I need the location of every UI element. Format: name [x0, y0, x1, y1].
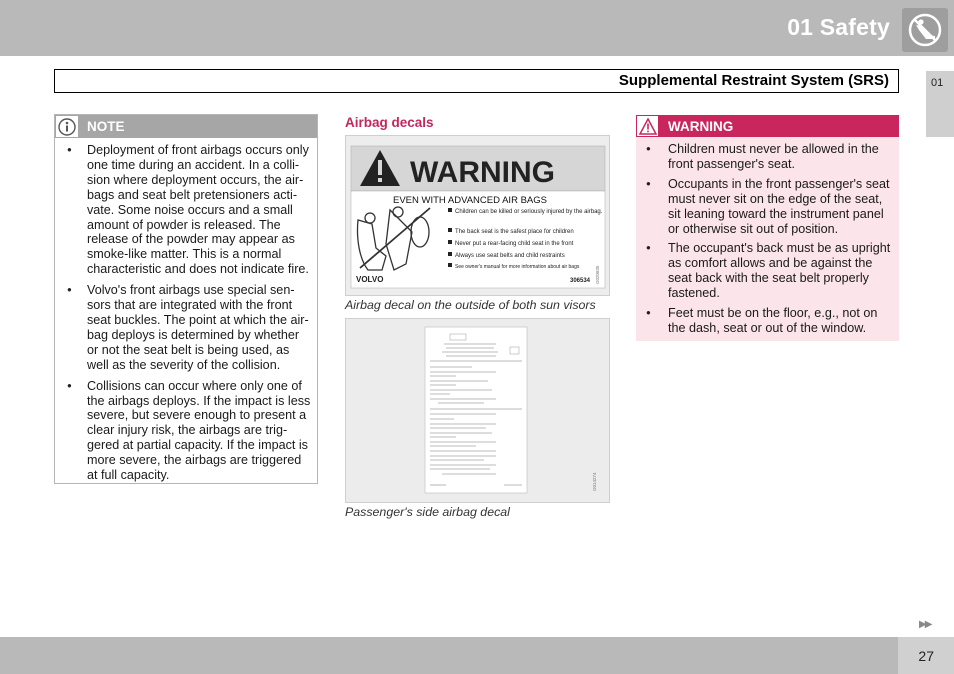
note-label: NOTE	[87, 119, 125, 134]
list-item: ● Volvo's front airbags use special sen- sors that are integrated with the front seat buckles. The point at which the air- bag deploys is determined by whether or not the seat belt is being used, as well as the severity of the collision.	[87, 283, 311, 372]
seat-airbag-icon	[902, 8, 948, 52]
note-box	[54, 114, 318, 484]
top-bar	[0, 0, 954, 56]
list-item: ● Children must never be allowed in the front passenger's seat.	[668, 142, 893, 172]
warning-box	[636, 115, 899, 341]
info-icon	[56, 116, 78, 137]
list-item: ● Feet must be on the floor, e.g., not on the dash, seat or out of the window.	[668, 306, 893, 336]
decal-part-number: 306534	[570, 278, 591, 284]
double-chevron-right-icon[interactable]: ▶▶	[919, 619, 931, 630]
decal-side-code: G020835	[595, 265, 600, 284]
warning-label: WARNING	[668, 119, 734, 134]
chapter-tab[interactable]	[926, 71, 954, 137]
decal-heading: Airbag decals	[345, 115, 434, 130]
chapter-title: 01 Safety	[787, 14, 890, 40]
decal-line: Always use seat belts and child restraints	[455, 253, 565, 259]
passenger-decal-side-code: G014274	[592, 472, 597, 491]
list-item: ● Deployment of front airbags occurs only one time during an accident. In a colli- sion where deployment occurs, the air- bags and seat belt pretensioners acti- vate. Some noise occurs and a small amount of powder is released. The release of the powder may appear as smoke-like matter. This is a normal characteristic and does not indicate fire.	[87, 143, 311, 277]
decal-line: Children can be killed or seriously injured by the airbag.	[455, 209, 603, 215]
page-number: 27	[918, 648, 934, 664]
visor-decal-caption: Airbag decal on the outside of both sun visors	[345, 298, 596, 312]
list-item: ● Occupants in the front passenger's seat must never sit on the edge of the seat, sit leaning toward the instrument panel or otherwise sit out of position.	[668, 177, 893, 237]
warning-list	[636, 137, 899, 336]
bottom-bar	[0, 637, 954, 674]
decal-subtitle: EVEN WITH ADVANCED AIR BAGS	[393, 195, 547, 206]
warning-triangle-icon	[637, 116, 658, 136]
list-item: ● The occupant's back must be as upright as comfort allows and be against the seat back with the seat belt properly fastened.	[668, 241, 893, 301]
passenger-decal-caption: Passenger's side airbag decal	[345, 505, 510, 519]
section-title: Supplemental Restraint System (SRS)	[618, 72, 889, 89]
decal-line: Never put a rear-facing child seat in the front	[455, 241, 574, 247]
chapter-tab-label: 01	[931, 77, 944, 89]
list-item: ● Collisions can occur where only one of the airbags deploys. If the impact is less severe, but severe enough to present a clear injury risk, the airbags are trig- gered at partial capacity. If the impact is more severe, the airbags are triggered at full capacity.	[87, 379, 311, 483]
decal-warning-title: WARNING	[410, 156, 555, 189]
passenger-decal-image	[345, 318, 610, 503]
page-number-box	[898, 637, 954, 674]
visor-decal-image	[345, 135, 610, 296]
section-header	[54, 69, 899, 93]
decal-line: The back seat is the safest place for children	[455, 229, 574, 235]
warning-header	[636, 115, 899, 137]
decal-brand: VOLVO	[356, 275, 384, 284]
note-list	[55, 138, 317, 483]
decal-line: See owner's manual for more information about air bags	[455, 264, 580, 270]
note-header	[55, 115, 317, 138]
